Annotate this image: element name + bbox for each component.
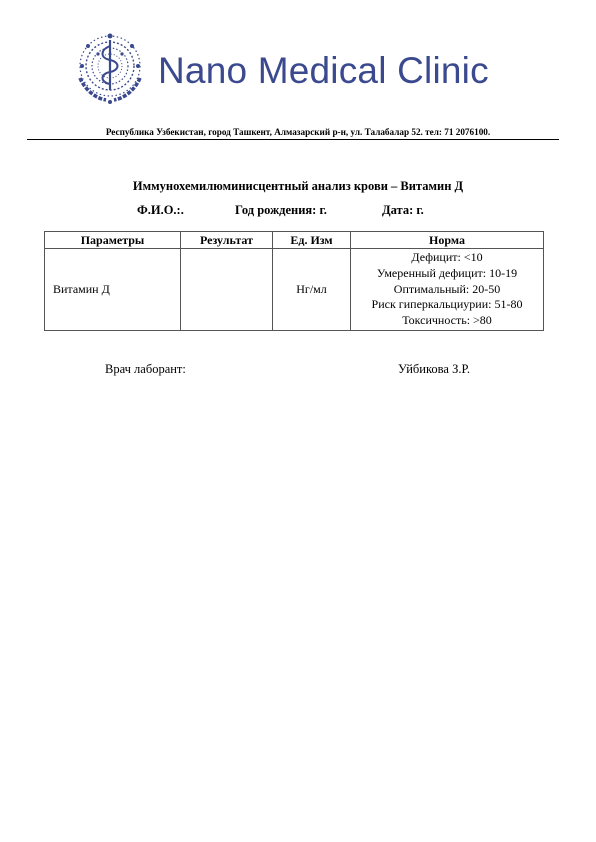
- clinic-name: Nano Medical Clinic: [158, 50, 489, 91]
- signature-name: Уйбикова З.Р.: [398, 362, 470, 376]
- patient-birth-year: Год рождения: г.: [235, 203, 327, 217]
- norm-line: Оптимальный: 20-50: [393, 281, 501, 296]
- header-unit: Ед. Изм: [273, 232, 351, 249]
- norm-line: Дефицит: <10: [411, 250, 483, 264]
- result-cell: [181, 249, 273, 331]
- norm-line: Риск гиперкальциурии: 51-80: [371, 297, 523, 312]
- letterhead: [70, 28, 530, 108]
- results-table: [44, 231, 544, 331]
- analysis-date: Дата: г.: [382, 203, 424, 217]
- clinic-address: Республика Узбекистан, город Ташкент, Алмазарский р-н, ул. Талабалар 52. тел: 71 2076100.: [105, 127, 491, 137]
- norm-cell: [351, 249, 544, 331]
- clinic-logo-icon: [70, 28, 150, 108]
- signature-role: Врач лаборант:: [105, 362, 186, 376]
- header-divider: [27, 139, 559, 140]
- norm-line: Токсичность: >80: [402, 313, 492, 328]
- header-parameters: Параметры: [45, 232, 181, 249]
- header-norm: Норма: [351, 232, 544, 249]
- unit-cell: Нг/мл: [273, 249, 351, 331]
- norm-line: Умеренный дефицит: 10-19: [376, 265, 518, 280]
- parameter-cell: Витамин Д: [45, 249, 181, 331]
- table-row: [45, 249, 544, 331]
- table-header-row: [45, 232, 544, 249]
- document-title: Иммунохемилюминисцентный анализ крови – Витамин Д: [132, 179, 464, 193]
- header-result: Результат: [181, 232, 273, 249]
- patient-fio: Ф.И.О.:.: [137, 203, 184, 217]
